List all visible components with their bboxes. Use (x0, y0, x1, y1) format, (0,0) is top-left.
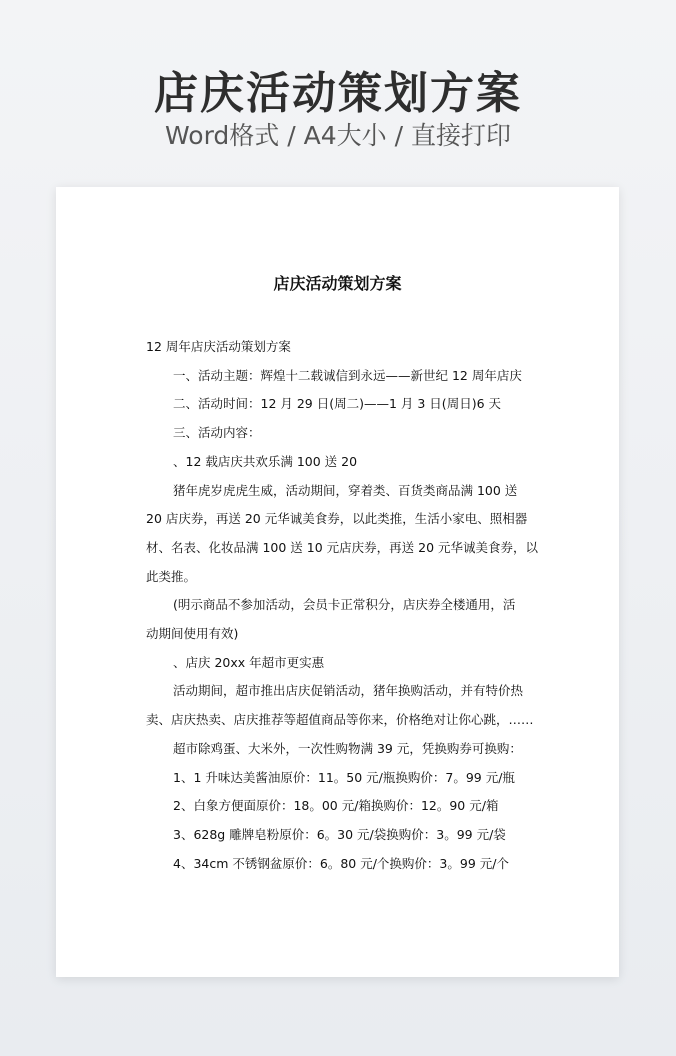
paragraph-line: 动期间使用有效) (146, 626, 239, 642)
paragraph-theme: 一、活动主题：辉煌十二载诚信到永远——新世纪 12 周年店庆 (173, 367, 522, 383)
paragraph-line: 活动期间，超市推出店庆促销活动，猪年换购活动，并有特价热 (173, 683, 524, 699)
banner-subtitle: Word格式 / A4大小 / 直接打印 (165, 121, 511, 150)
paragraph-line: 猪年虎岁虎虎生威，活动期间，穿着类、百货类商品满 100 送 (173, 482, 518, 498)
list-item: 1、1 升味达美酱油原价：11。50 元/瓶换购价：7。99 元/瓶 (173, 769, 515, 785)
paragraph-line: 超市除鸡蛋、大米外，一次性购物满 39 元，凭换购券可换购： (173, 740, 522, 756)
paragraph-heading: 12 周年店庆活动策划方案 (146, 339, 291, 354)
paragraph-time: 二、活动时间：12 月 29 日(周二)——1 月 3 日(周日)6 天 (173, 396, 501, 412)
paragraph-line: 材、名表、化妆品满 100 送 10 元店庆券，再送 20 元华诚美食券，以 (146, 539, 539, 555)
list-item: 3、628g 雕牌皂粉原价：6。30 元/袋换购价：3。99 元/袋 (173, 826, 506, 842)
list-item: 2、白象方便面原价：18。00 元/箱换购价：12。90 元/箱 (173, 798, 499, 814)
paragraph-line: 卖、店庆热卖、店庆推荐等超值商品等你来，价格绝对让你心跳，…… (146, 712, 534, 728)
banner-title: 店庆活动策划方案 (154, 68, 522, 119)
paragraph-content-heading: 三、活动内容： (173, 425, 261, 441)
document-title: 店庆活动策划方案 (273, 274, 402, 293)
document-page (56, 187, 619, 977)
paragraph-line: 20 店庆券，再送 20 元华诚美食券，以此类推，生活小家电、照相器 (146, 511, 528, 527)
paragraph-subheading-1: 、12 载店庆共欢乐满 100 送 20 (173, 453, 358, 469)
document-body (146, 333, 538, 878)
list-item: 4、34cm 不锈钢盆原价：6。80 元/个换购价：3。99 元/个 (173, 855, 509, 871)
paragraph-line: (明示商品不参加活动，会员卡正常积分，店庆券全楼通用，活 (173, 597, 516, 613)
paragraph-line: 此类推。 (146, 568, 197, 584)
paragraph-subheading-2: 、店庆 20xx 年超市更实惠 (173, 654, 325, 670)
